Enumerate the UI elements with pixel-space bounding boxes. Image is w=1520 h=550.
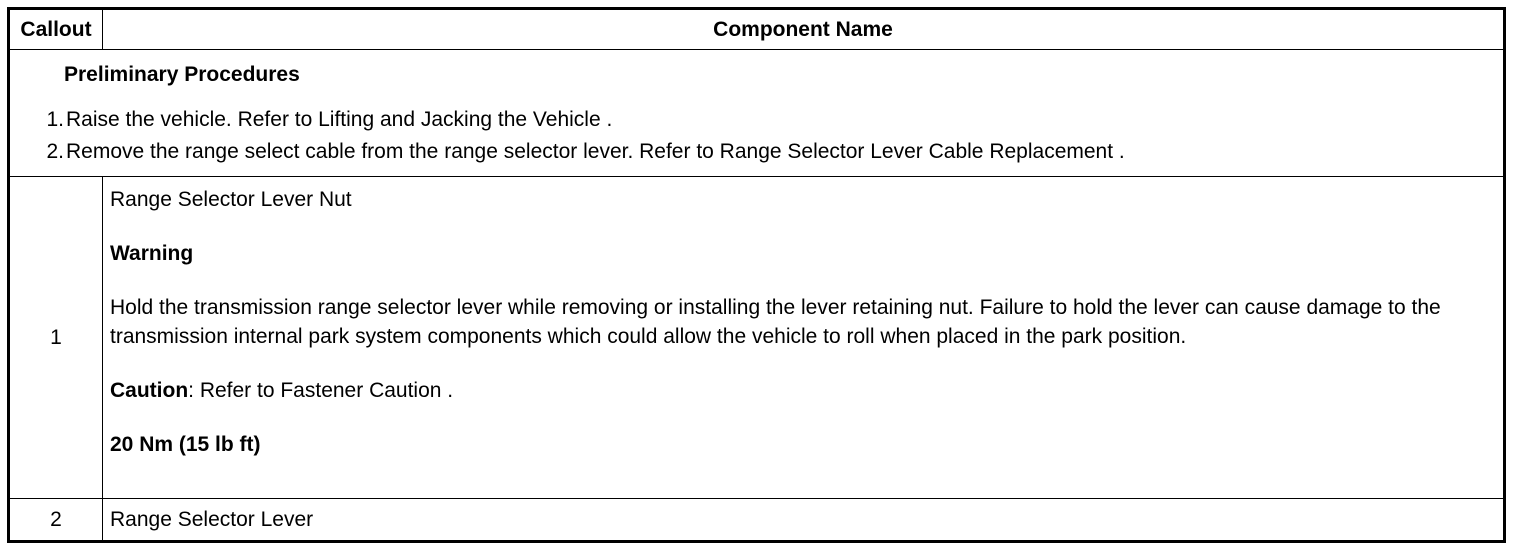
table-header-row <box>9 9 1505 50</box>
list-item <box>10 104 1503 136</box>
component-name: Range Selector Lever Nut <box>110 188 352 211</box>
caution-line <box>110 376 1503 405</box>
caution-label: Caution <box>110 379 189 402</box>
step-number: 2. <box>46 140 64 163</box>
component-cell <box>103 177 1505 499</box>
table-row <box>9 177 1505 499</box>
preliminary-title: Preliminary Procedures <box>64 63 300 86</box>
callout-number: 1 <box>9 177 103 499</box>
preliminary-cell <box>9 50 1505 177</box>
step-text: Remove the range select cable from the range selector lever. Refer to Range Selector Lever Cable Replacement . <box>66 140 1125 163</box>
torque-spec: 20 Nm (15 lb ft) <box>110 433 261 456</box>
caution-text: : Refer to Fastener Caution . <box>188 379 454 402</box>
table-row <box>9 499 1505 542</box>
warning-text: Hold the transmission range selector lever while removing or installing the lever retaining nut. Failure to hold the lever can cause damage to the transmission internal park system components which could allow the vehicle to roll when placed in the park position. <box>110 296 1441 348</box>
preliminary-steps <box>10 104 1503 168</box>
step-number: 1. <box>46 108 64 131</box>
step-text: Raise the vehicle. Refer to Lifting and Jacking the Vehicle . <box>66 108 613 131</box>
component-name: Range Selector Lever <box>103 499 1505 542</box>
procedure-table <box>7 7 1506 543</box>
list-item <box>10 136 1503 168</box>
callout-header: Callout <box>9 9 103 50</box>
callout-number: 2 <box>9 499 103 542</box>
warning-label: Warning <box>110 242 194 265</box>
component-name-header: Component Name <box>103 9 1505 50</box>
preliminary-row <box>9 50 1505 177</box>
